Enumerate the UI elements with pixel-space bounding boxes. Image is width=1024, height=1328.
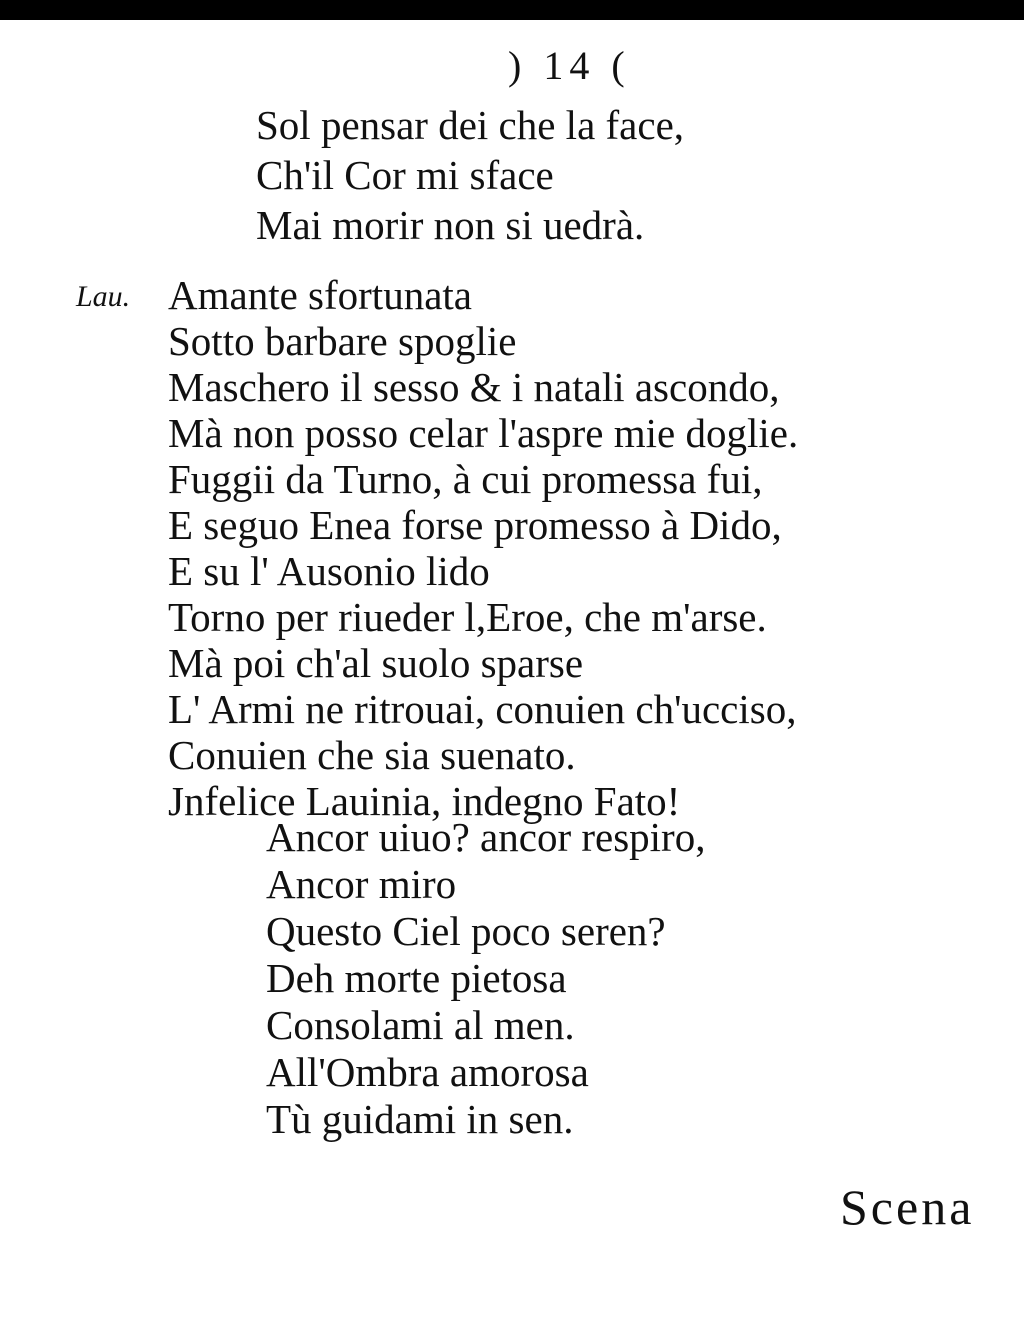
scan-border xyxy=(0,0,1024,20)
verse-line: Jnfelice Lauinia, indegno Fato! xyxy=(168,778,681,824)
verse-line: Conuien che sia suenato. xyxy=(168,732,576,778)
verse-line: Maschero il sesso & i natali ascondo, xyxy=(168,364,780,410)
page-number: ) 14 ( xyxy=(508,43,631,88)
speaker-label: Lau. xyxy=(76,280,131,313)
verse-line: Mà poi ch'al suolo sparse xyxy=(168,640,584,686)
verse-line: L' Armi ne ritrouai, conuien ch'ucciso, xyxy=(168,686,797,732)
catchword: Scena xyxy=(840,1179,975,1235)
verse-line: Questo Ciel poco seren? xyxy=(266,908,666,954)
verse-line: Ancor uiuo? ancor respiro, xyxy=(266,814,706,860)
opening-stanza xyxy=(256,100,684,250)
verse-line: All'Ombra amorosa xyxy=(266,1049,589,1095)
verse-line: E su l' Ausonio lido xyxy=(168,548,490,594)
verse-line: Amante sfortunata xyxy=(168,272,472,318)
verse-line: Sotto barbare spoglie xyxy=(168,318,517,364)
verse-line: Torno per riueder l,Eroe, che m'arse. xyxy=(168,594,767,640)
verse-line: E seguo Enea forse promesso à Dido, xyxy=(168,502,782,548)
verse-line: Deh morte pietosa xyxy=(266,955,567,1001)
verse-line: Fuggii da Turno, à cui promessa fui, xyxy=(168,456,763,502)
verse-line: Ancor miro xyxy=(266,861,457,907)
verse-line: Consolami al men. xyxy=(266,1002,575,1048)
verse-line: Ch'il Cor mi sface xyxy=(256,152,554,198)
verse-line: Tù guidami in sen. xyxy=(266,1096,574,1142)
verse-line: Sol pensar dei che la face, xyxy=(256,102,685,148)
recitative-speech xyxy=(168,272,798,824)
verse-line: Mà non posso celar l'aspre mie doglie. xyxy=(168,410,799,456)
aria-stanza xyxy=(266,814,705,1143)
verse-line: Mai morir non si uedrà. xyxy=(256,202,645,248)
